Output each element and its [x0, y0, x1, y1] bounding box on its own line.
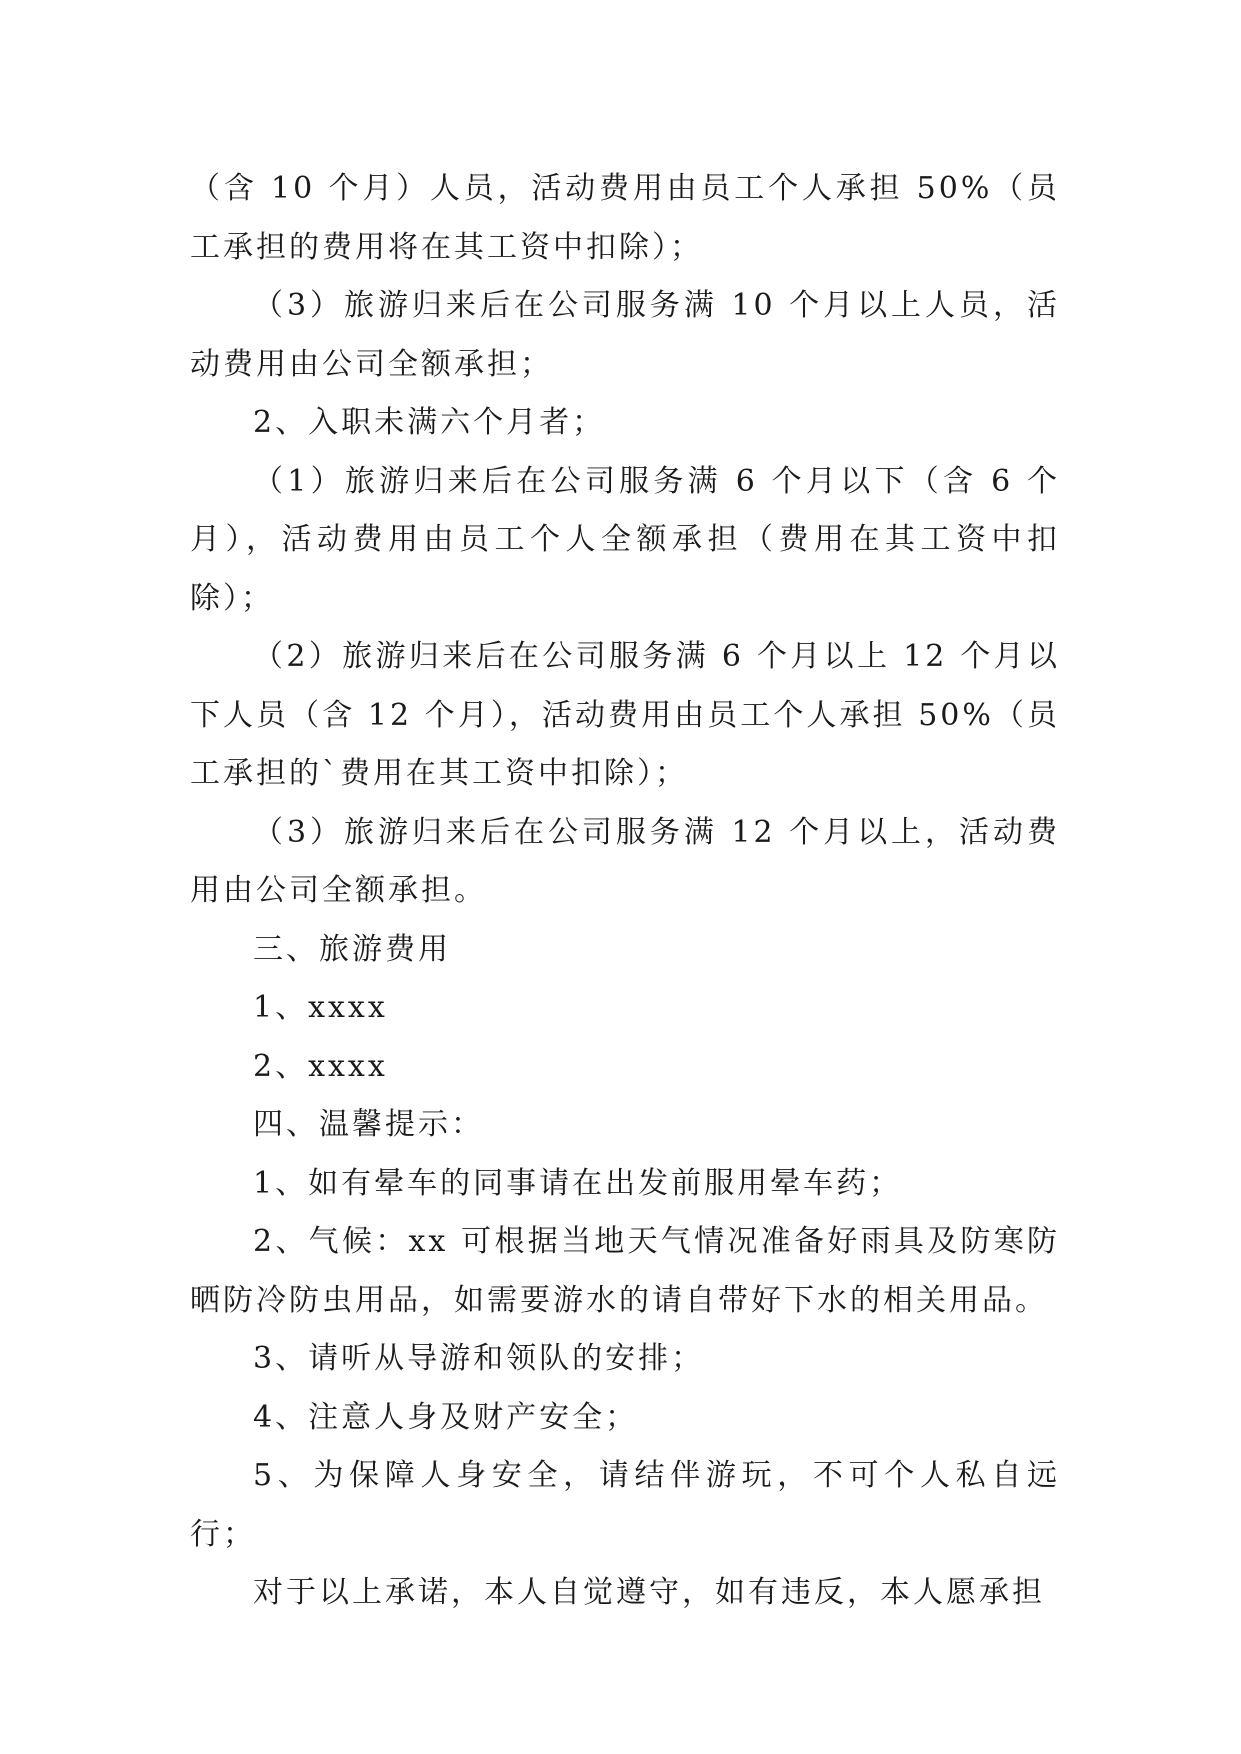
- heading-friendly-tips: 四、温馨提示：: [253, 1107, 484, 1142]
- tip-item-travel-together: 5、为保障人身安全，请结伴游玩，不可个人私自远行；: [190, 1458, 1060, 1552]
- paragraph-section-2-heading: 2、入职未满六个月者；: [253, 405, 606, 440]
- tip-item-motion-sickness: 1、如有晕车的同事请在出发前服用晕车药；: [253, 1165, 903, 1201]
- paragraph-rule-3-ten-months: （3）旅游归来后在公司服务满 10 个月以上人员，活动费用由公司全额承担；: [190, 288, 1060, 382]
- tip-item-weather: 2、气候：xx 可根据当地天气情况准备好雨具及防寒防晒防冷防虫用品，如需要游水的请自带好下水的相关用品。: [190, 1224, 1060, 1318]
- paragraph-rule-1-six-months: （1）旅游归来后在公司服务满 6 个月以下（含 6 个月），活动费用由员工个人全额承担（费用在其工资中扣除）；: [190, 463, 1060, 616]
- document-body: [190, 160, 1060, 1623]
- paragraph-commitment: 对于以上承诺，本人自觉遵守，如有违反，本人愿承担: [253, 1575, 1045, 1610]
- paragraph-continuation: （含 10 个月）人员，活动费用由员工个人承担 50%（员工承担的费用将在其工资中扣除）；: [190, 171, 1060, 265]
- tip-item-follow-guide: 3、请听从导游和领队的安排；: [253, 1341, 705, 1376]
- paragraph-rule-3-twelve-months: （3）旅游归来后在公司服务满 12 个月以上，活动费用由公司全额承担。: [190, 814, 1060, 908]
- paragraph-rule-2-six-to-twelve: （2）旅游归来后在公司服务满 6 个月以上 12 个月以下人员（含 12 个月），活动费用由员工个人承担 50%（员工承担的`费用在其工资中扣除）；: [190, 639, 1060, 791]
- list-item-cost-2: 2、xxxx: [253, 1048, 388, 1084]
- list-item-cost-1: 1、xxxx: [253, 990, 388, 1025]
- heading-travel-costs: 三、旅游费用: [253, 931, 451, 967]
- tip-item-safety: 4、注意人身及财产安全；: [253, 1399, 639, 1435]
